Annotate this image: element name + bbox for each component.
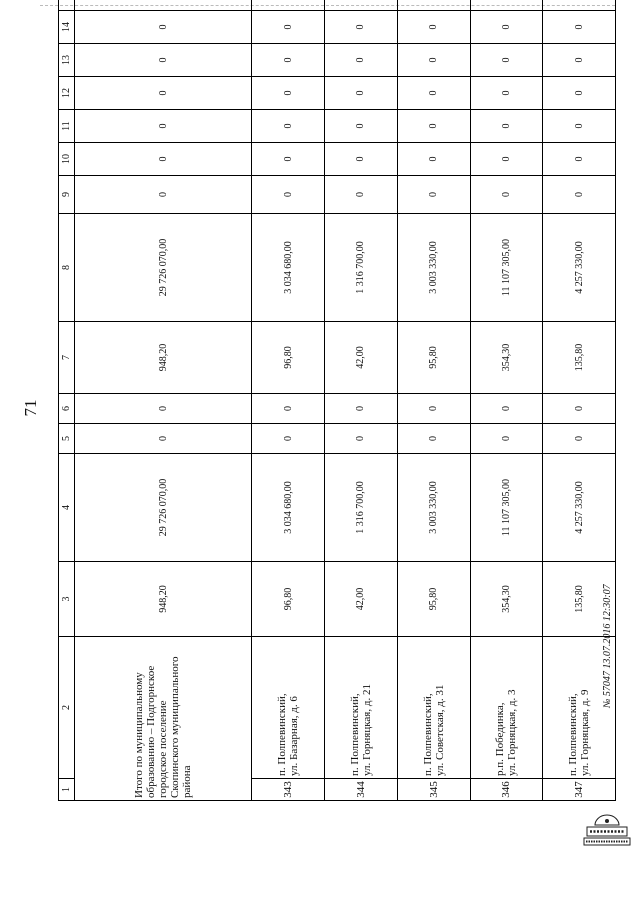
value-cell: 0	[252, 424, 325, 454]
value-cell: 96,80	[252, 322, 325, 394]
value-cell: 0	[470, 394, 543, 424]
address-line-1: п. Полпевинский,	[421, 693, 434, 776]
registration-stamp-text: № 57047 13.07.2016 12:30:07	[602, 584, 613, 708]
address-line-2: ул. Горняцкая, д. 3	[506, 689, 519, 776]
value-cell: 0	[543, 77, 616, 110]
value-cell: 0	[543, 143, 616, 176]
value-cell: 948,20	[75, 322, 252, 394]
total-row	[75, 0, 252, 801]
value-cell: 0	[325, 176, 398, 214]
row-number-cell: 344	[325, 779, 398, 801]
register-table	[58, 0, 616, 801]
value-cell: 0	[325, 394, 398, 424]
column-number-cell: 14	[59, 11, 75, 44]
value-cell: 42,00	[325, 322, 398, 394]
column-number-cell	[59, 0, 75, 11]
value-cell: 0	[75, 176, 252, 214]
value-cell: 0	[543, 44, 616, 77]
value-cell: 4 257 330,00	[543, 454, 616, 562]
row-number-cell: 346	[470, 779, 543, 801]
address-line-2: ул. Горняцкая, д. 21	[360, 684, 373, 776]
value-cell: 95,80	[397, 322, 470, 394]
address-line-2: ул. Базарная, д. 6	[288, 696, 301, 776]
value-cell: 0	[543, 110, 616, 143]
value-cell: 0	[75, 77, 252, 110]
column-number-cell: 6	[59, 394, 75, 424]
value-cell: 948,20	[75, 562, 252, 637]
value-cell: 29 726 070,00	[75, 454, 252, 562]
table-row	[325, 0, 398, 801]
value-cell: 0	[75, 110, 252, 143]
value-cell: 0	[252, 44, 325, 77]
address-cell	[252, 637, 325, 779]
value-cell: 0	[325, 11, 398, 44]
row-number-cell: 343	[252, 779, 325, 801]
address-line-2: ул. Горняцкая, д. 9	[579, 689, 592, 776]
column-number-cell: 9	[59, 176, 75, 214]
column-number-cell: 10	[59, 143, 75, 176]
value-cell: 3 003 330,00	[397, 214, 470, 322]
total-label-cell: Итого по муниципальному образованию – Подгорнское городское поселение Скопинского муниципального района	[75, 637, 252, 801]
address-line-1: п. Полпевинский,	[567, 693, 580, 776]
column-number-cell: 5	[59, 424, 75, 454]
value-cell: 354,30	[470, 322, 543, 394]
value-cell	[75, 0, 252, 11]
table-row	[252, 0, 325, 801]
value-cell: 135,80	[543, 562, 616, 637]
value-cell: 0	[470, 11, 543, 44]
column-number-cell: 8	[59, 214, 75, 322]
column-number-cell: 1	[59, 779, 75, 801]
value-cell: 0	[75, 424, 252, 454]
value-cell: 96,80	[252, 562, 325, 637]
value-cell: 0	[325, 44, 398, 77]
value-cell: 0	[543, 11, 616, 44]
value-cell	[325, 0, 398, 11]
address-cell	[397, 637, 470, 779]
value-cell	[543, 0, 616, 11]
value-cell: 0	[397, 77, 470, 110]
value-cell: 0	[470, 44, 543, 77]
column-number-cell: 7	[59, 322, 75, 394]
column-number-cell: 12	[59, 77, 75, 110]
value-cell: 354,30	[470, 562, 543, 637]
address-line-2: ул. Советская, д. 31	[433, 684, 446, 776]
value-cell: 4 257 330,00	[543, 214, 616, 322]
column-number-cell: 4	[59, 454, 75, 562]
value-cell: 1 316 700,00	[325, 214, 398, 322]
value-cell: 3 034 680,00	[252, 214, 325, 322]
address-line-1: п. Полпевинский,	[348, 693, 361, 776]
value-cell: 95,80	[397, 562, 470, 637]
value-cell: 0	[397, 110, 470, 143]
value-cell: 0	[325, 424, 398, 454]
value-cell	[470, 0, 543, 11]
value-cell: 0	[252, 110, 325, 143]
value-cell: 0	[397, 11, 470, 44]
value-cell: 0	[543, 424, 616, 454]
header-row	[59, 0, 75, 801]
value-cell: 0	[252, 11, 325, 44]
value-cell: 0	[397, 176, 470, 214]
value-cell: 0	[470, 424, 543, 454]
column-number-cell: 11	[59, 110, 75, 143]
address-cell	[325, 637, 398, 779]
value-cell: 0	[75, 11, 252, 44]
value-cell: 0	[543, 394, 616, 424]
row-number-cell: 347	[543, 779, 616, 801]
table-body	[59, 0, 616, 801]
value-cell: 0	[470, 176, 543, 214]
value-cell: 0	[325, 77, 398, 110]
address-line-1: п. Полпевинский,	[276, 693, 289, 776]
value-cell: 0	[397, 44, 470, 77]
value-cell: 42,00	[325, 562, 398, 637]
value-cell: 0	[252, 176, 325, 214]
value-cell: 0	[75, 143, 252, 176]
value-cell: 0	[325, 143, 398, 176]
value-cell: 0	[252, 77, 325, 110]
column-number-cell: 13	[59, 44, 75, 77]
value-cell: 0	[252, 394, 325, 424]
value-cell: 0	[252, 143, 325, 176]
value-cell: 11 107 305,00	[470, 454, 543, 562]
table-row	[470, 0, 543, 801]
value-cell: 0	[470, 143, 543, 176]
value-cell: 29 726 070,00	[75, 214, 252, 322]
table-row	[397, 0, 470, 801]
value-cell: 135,80	[543, 322, 616, 394]
column-number-cell: 3	[59, 562, 75, 637]
value-cell: 3 003 330,00	[397, 454, 470, 562]
value-cell: 1 316 700,00	[325, 454, 398, 562]
value-cell: 11 107 305,00	[470, 214, 543, 322]
value-cell: 0	[397, 143, 470, 176]
value-cell: 0	[397, 424, 470, 454]
value-cell	[397, 0, 470, 11]
address-line-1: р.п. Побединка,	[494, 702, 507, 776]
value-cell: 0	[325, 110, 398, 143]
value-cell: 3 034 680,00	[252, 454, 325, 562]
value-cell: 0	[75, 394, 252, 424]
printing-house-logo	[578, 812, 636, 848]
row-number-cell: 345	[397, 779, 470, 801]
value-cell: 0	[470, 110, 543, 143]
page-number: 71	[21, 399, 40, 417]
rotated-table-wrapper	[58, 17, 616, 801]
address-cell	[470, 637, 543, 779]
value-cell	[252, 0, 325, 11]
value-cell: 0	[470, 77, 543, 110]
column-number-cell: 2	[59, 637, 75, 779]
value-cell: 0	[397, 394, 470, 424]
value-cell: 0	[75, 44, 252, 77]
value-cell: 0	[543, 176, 616, 214]
